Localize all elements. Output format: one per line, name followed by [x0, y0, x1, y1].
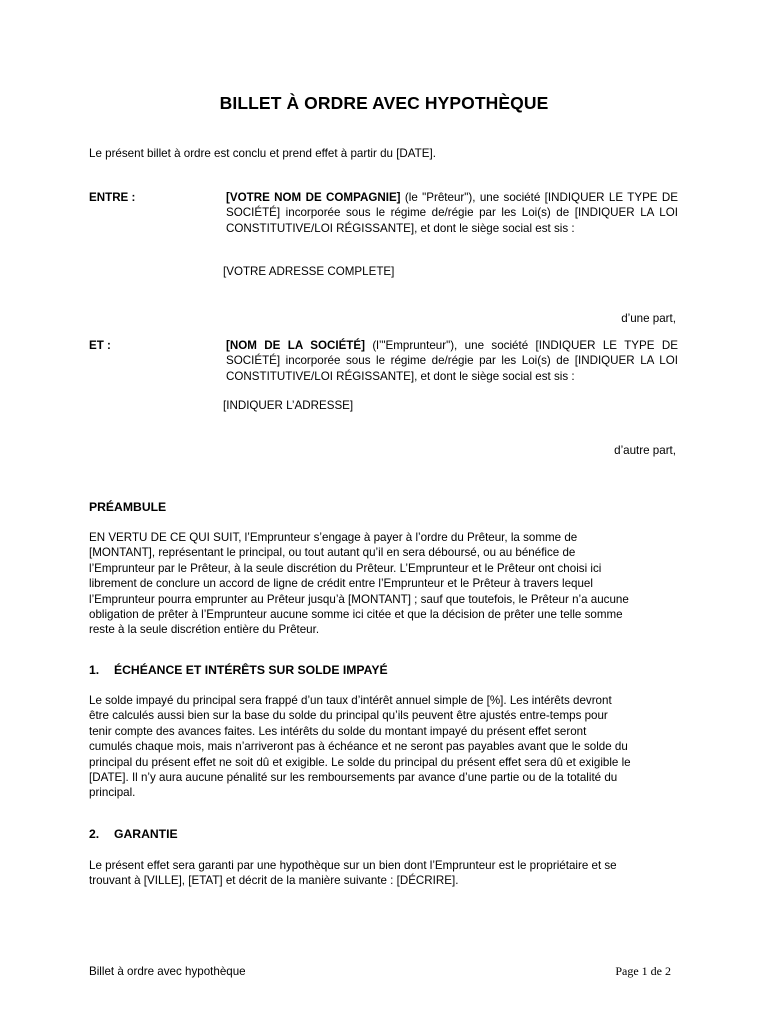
section2-heading: [89, 827, 178, 842]
section1-line: être calculés aussi bien sur la base du solde du principal qu’ils peuvent être ajustés entre-temps pour: [89, 709, 608, 723]
section2-line: trouvant à [VILLE], [ETAT] et décrit de la manière suivante : [DÉCRIRE].: [89, 874, 459, 888]
intro-paragraph: Le présent billet à ordre est conclu et prend effet à partir du [DATE].: [89, 147, 436, 160]
section1-paragraph: [89, 693, 679, 801]
preamble-line: l’Emprunteur par le Prêteur, à la seule discrétion du Prêteur. L’Emprunteur et le Prêteur ont choisi ici: [89, 561, 602, 575]
section1-line: tenir compte des avances faites. Les intérêts du solde du montant impayé du présent effet seront: [89, 724, 587, 738]
section1-title: ÉCHÉANCE ET INTÉRÊTS SUR SOLDE IMPAYÉ: [114, 663, 388, 677]
section1-number: 1.: [89, 663, 100, 677]
party1-name: [VOTRE NOM DE COMPAGNIE]: [226, 191, 401, 204]
party1-label: ENTRE :: [89, 191, 136, 204]
section1-line: cumulés chaque mois, mais n’arriveront pas à échéance et ne seront pas payables avant que le solde du: [89, 740, 628, 754]
section2-line: Le présent effet sera garanti par une hypothèque sur un bien dont l’Emprunteur est le propriétaire et se: [89, 859, 617, 872]
party2-label: ET :: [89, 339, 111, 352]
preamble-line: obligation de prêter à l’Emprunteur aucune somme ici citée et que la décision de prêter une telle somme: [89, 608, 623, 622]
party2-closing: d’autre part,: [614, 444, 676, 457]
footer-page-number: Page 1 de 2: [615, 964, 671, 978]
document-title: BILLET À ORDRE AVEC HYPOTHÈQUE: [219, 93, 549, 113]
party2-address: [INDIQUER L’ADRESSE]: [223, 399, 354, 412]
section1-line: principal du présent effet ne soit dû et exigible. Le solde du principal du présent effet sera dû et exigible le: [89, 755, 631, 769]
party1-description: [226, 190, 678, 236]
section2-title: GARANTIE: [114, 827, 178, 841]
preamble-line: l’Emprunteur pourra emprunter au Prêteur jusqu’à [MONTANT] ; sauf que toutefois, le Prêteur n’a aucune: [89, 592, 629, 606]
preamble-line: reste à la seule discrétion entière du Prêteur.: [89, 623, 320, 637]
preamble-heading: PRÉAMBULE: [89, 500, 167, 514]
party2-name: [NOM DE LA SOCIÉTÉ]: [226, 339, 365, 352]
preamble-line: librement de conclure un accord de ligne de crédit entre l’Emprunteur et le Prêteur à travers lequel: [89, 577, 593, 591]
party2-text: (l’"Emprunteur"), une société [INDIQUER LE TYPE DE SOCIÉTÉ] incorporée sous le régime de/régie par les Loi(s) de [INDIQUER LA LOI CONSTITUTIVE/LOI RÉGISSANTE], et dont le siège social est sis :: [226, 339, 678, 383]
party1-address: [VOTRE ADRESSE COMPLETE]: [223, 265, 395, 278]
preamble-paragraph: [89, 530, 679, 638]
party2-description: [226, 338, 678, 384]
section1-line: principal.: [89, 786, 136, 800]
party1-closing: d’une part,: [621, 312, 676, 325]
section2-paragraph: [89, 858, 679, 889]
preamble-line: EN VERTU DE CE QUI SUIT, l’Emprunteur s’engage à payer à l’ordre du Prêteur, la somme de: [89, 531, 578, 544]
section2-number: 2.: [89, 827, 100, 841]
section1-line: Le solde impayé du principal sera frappé d’un taux d’intérêt annuel simple de [%]. Les intérêts devront: [89, 694, 612, 707]
footer-document-name: Billet à ordre avec hypothèque: [89, 965, 246, 978]
party1-text: (le "Prêteur"), une société [INDIQUER LE TYPE DE SOCIÉTÉ] incorporée sous le régime de/régie par les Loi(s) de [INDIQUER LA LOI CONSTITUTIVE/LOI RÉGISSANTE], et dont le siège social est sis :: [226, 191, 678, 235]
preamble-line: [MONTANT], représentant le principal, ou tout autant qu’il en sera déboursé, ou au bénéfice de: [89, 546, 576, 560]
section1-line: [DATE]. Il n’y aura aucune pénalité sur les remboursements par avance d’une partie ou de la totalité du: [89, 771, 618, 785]
section1-heading: [89, 663, 388, 678]
